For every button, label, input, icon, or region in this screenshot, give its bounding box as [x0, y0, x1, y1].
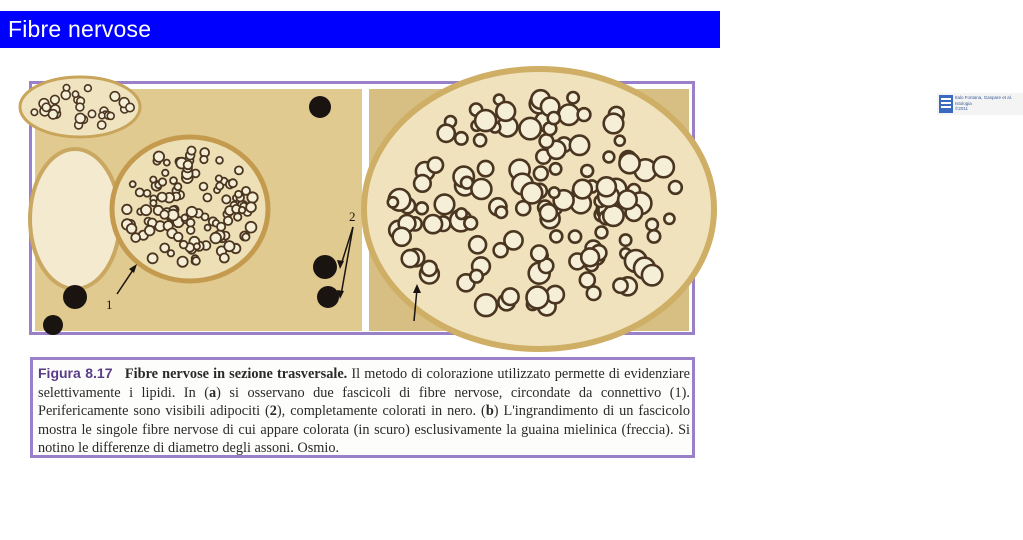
myelinated-fiber	[580, 273, 595, 288]
myelinated-fiber	[42, 103, 50, 111]
myelinated-fiber	[402, 250, 419, 267]
micrograph-b-image	[369, 89, 689, 331]
myelinated-fiber	[122, 205, 131, 214]
myelinated-fiber	[220, 254, 229, 263]
myelinated-fiber	[540, 134, 554, 148]
myelinated-fiber	[194, 243, 200, 249]
myelinated-fiber	[613, 279, 627, 293]
myelinated-fiber	[496, 207, 507, 218]
myelinated-fiber	[664, 214, 674, 224]
myelinated-fiber	[496, 102, 515, 121]
myelinated-fiber	[603, 206, 623, 226]
figure-image-frame	[29, 81, 1013, 335]
myelinated-fiber	[242, 187, 250, 195]
myelinated-fiber	[174, 183, 181, 190]
myelinated-fiber	[604, 152, 615, 163]
myelinated-fiber	[51, 95, 60, 104]
myelinated-fiber	[31, 109, 37, 115]
logo-line-3: ©2011	[955, 106, 968, 111]
myelinated-fiber	[620, 234, 631, 245]
myelinated-fiber	[534, 167, 548, 181]
figure-caption	[38, 364, 690, 458]
myelinated-fiber	[110, 92, 119, 101]
myelinated-fiber	[229, 179, 237, 187]
myelinated-fiber	[127, 224, 137, 234]
myelinated-fiber	[550, 230, 562, 242]
slide-title-bar	[0, 11, 720, 48]
myelinated-fiber	[224, 241, 234, 251]
myelinated-fiber	[136, 188, 144, 196]
myelinated-fiber	[471, 179, 491, 199]
myelinated-fiber	[63, 85, 69, 91]
myelinated-fiber	[596, 227, 608, 239]
myelinated-fiber	[549, 187, 559, 197]
label-2: 2	[349, 209, 356, 224]
caption-label-2-ref: 2	[269, 403, 277, 419]
myelinated-fiber	[85, 85, 92, 92]
myelinated-fiber	[548, 112, 560, 124]
myelinated-fiber	[239, 207, 245, 213]
myelinated-fiber	[531, 246, 547, 262]
myelinated-fiber	[619, 153, 639, 173]
myelinated-fiber	[141, 205, 151, 215]
myelinated-fiber	[164, 160, 170, 166]
myelinated-fiber	[75, 113, 85, 123]
myelinated-fiber	[235, 191, 242, 198]
myelinated-fiber	[604, 114, 624, 134]
myelinated-fiber	[148, 253, 158, 263]
myelinated-fiber	[235, 166, 243, 174]
myelinated-fiber	[178, 257, 188, 267]
myelinated-fiber	[388, 197, 398, 207]
logo-line-1: Italo Fontana, Gaspare et al.	[955, 95, 1013, 100]
myelinated-fiber	[470, 270, 483, 283]
myelinated-fiber	[150, 177, 156, 183]
myelinated-fiber	[187, 226, 195, 234]
label-1: 1	[106, 297, 113, 312]
myelinated-fiber	[200, 156, 207, 163]
myelinated-fiber	[49, 110, 58, 119]
myelinated-fiber	[158, 193, 167, 202]
myelinated-fiber	[217, 223, 225, 231]
myelinated-fiber	[455, 132, 467, 144]
micrograph-panel-a	[35, 89, 362, 331]
myelinated-fiber	[162, 170, 168, 176]
myelinated-fiber	[210, 233, 221, 244]
myelinated-fiber	[216, 157, 223, 164]
myelinated-fiber	[216, 175, 222, 181]
myelinated-fiber	[107, 112, 114, 119]
myelinated-fiber	[61, 90, 70, 99]
caption-panel-b-ref: b	[485, 403, 494, 419]
myelinated-fiber	[597, 177, 616, 196]
myelinated-fiber	[414, 175, 431, 192]
myelinated-fiber	[540, 204, 557, 221]
caption-seg-3: ), completamente colorati in nero. (	[276, 403, 486, 419]
myelinated-fiber	[475, 110, 496, 131]
myelinated-fiber	[653, 157, 674, 178]
caption-seg-2: ) si osservano due fascicoli di fibre nervose, circondate da connettivo (1). Perifericamente sono visibili adipociti (	[38, 384, 690, 419]
myelinated-fiber	[145, 226, 155, 236]
myelinated-fiber	[646, 219, 658, 231]
myelinated-fiber	[202, 213, 209, 220]
myelinated-fiber	[88, 110, 95, 117]
myelinated-fiber	[581, 248, 599, 266]
myelinated-fiber	[393, 228, 411, 246]
figure-title: Fibre nervose in sezione trasversale.	[124, 366, 348, 382]
myelinated-fiber	[456, 208, 467, 219]
myelinated-fiber	[216, 182, 223, 189]
caption-panel-a-ref: a	[209, 384, 217, 401]
myelinated-fiber	[520, 118, 541, 139]
myelinated-fiber	[150, 200, 156, 206]
myelinated-fiber	[474, 134, 486, 146]
caption-seg-4: ) L'ingrandimento di un fascicolo mostra le singole fibre nervose di cui appare colorata (in scuro) esclusivamente la guaina mielinica (freccia). Si notino le differenze di diametro degli assoni. Osmio.	[38, 403, 690, 456]
myelinated-fiber	[615, 136, 625, 146]
myelinated-fiber	[550, 163, 561, 174]
figure-caption-box	[30, 357, 695, 458]
myelinated-fiber	[464, 217, 477, 230]
myelinated-fiber	[435, 195, 455, 215]
myelinated-fiber	[642, 265, 662, 285]
myelinated-fiber	[76, 103, 84, 111]
myelinated-fiber	[669, 181, 682, 194]
slide-title: Fibre nervose	[8, 16, 152, 42]
myelinated-fiber	[200, 183, 208, 191]
myelinated-fiber	[469, 236, 486, 253]
myelinated-fiber	[224, 217, 232, 225]
myelinated-fiber	[203, 194, 211, 202]
myelinated-fiber	[72, 91, 78, 97]
figure-number: Figura 8.17	[38, 365, 113, 381]
logo-line-2: Istologia	[955, 100, 972, 106]
myelinated-fiber	[573, 180, 592, 199]
myelinated-fiber	[205, 225, 211, 231]
myelinated-fiber	[522, 183, 543, 204]
myelinated-fiber	[154, 152, 164, 162]
myelinated-fiber	[160, 210, 168, 218]
myelinated-fiber	[581, 165, 593, 177]
myelinated-fiber	[424, 215, 442, 233]
myelinated-fiber	[527, 287, 549, 309]
myelinated-fiber	[126, 103, 134, 111]
myelinated-fiber	[246, 202, 256, 212]
caption-seg-1: Il metodo di colorazione utilizzato permette di evidenziare selettivamente i lipidi. In (	[38, 366, 690, 401]
myelinated-fiber	[192, 257, 200, 265]
myelinated-fiber	[222, 195, 230, 203]
book-icon	[939, 95, 953, 113]
myelinated-fiber	[159, 178, 166, 185]
publisher-logo-text	[955, 95, 1012, 112]
myelinated-fiber	[478, 161, 493, 176]
myelinated-fiber	[570, 136, 589, 155]
micrograph-panel-b	[369, 89, 1013, 331]
myelinated-fiber	[559, 105, 579, 125]
myelinated-fiber	[242, 233, 249, 240]
myelinated-fiber	[184, 161, 193, 170]
myelinated-fiber	[187, 207, 197, 217]
myelinated-fiber	[234, 213, 241, 220]
myelinated-fiber	[569, 231, 581, 243]
myelinated-fiber	[648, 230, 660, 242]
myelinated-fiber	[187, 147, 195, 155]
myelinated-fiber	[187, 219, 195, 227]
myelinated-fiber	[494, 243, 508, 257]
myelinated-fiber	[131, 233, 140, 242]
myelinated-fiber	[502, 288, 519, 305]
myelinated-fiber	[416, 202, 428, 214]
myelinated-fiber	[180, 241, 188, 249]
myelinated-fiber	[98, 121, 106, 129]
myelinated-fiber	[475, 294, 497, 316]
myelinated-fiber	[130, 181, 136, 187]
myelinated-fiber	[168, 250, 174, 256]
myelinated-fiber	[618, 191, 637, 210]
myelinated-fiber	[246, 222, 257, 233]
myelinated-fiber	[174, 233, 183, 242]
myelinated-fiber	[438, 125, 455, 142]
myelinated-fiber	[144, 190, 151, 197]
myelinated-fiber	[428, 158, 443, 173]
publisher-logo	[937, 93, 1023, 115]
myelinated-fiber	[578, 108, 591, 121]
micrograph-a-image	[35, 89, 362, 331]
myelinated-fiber	[567, 92, 578, 103]
